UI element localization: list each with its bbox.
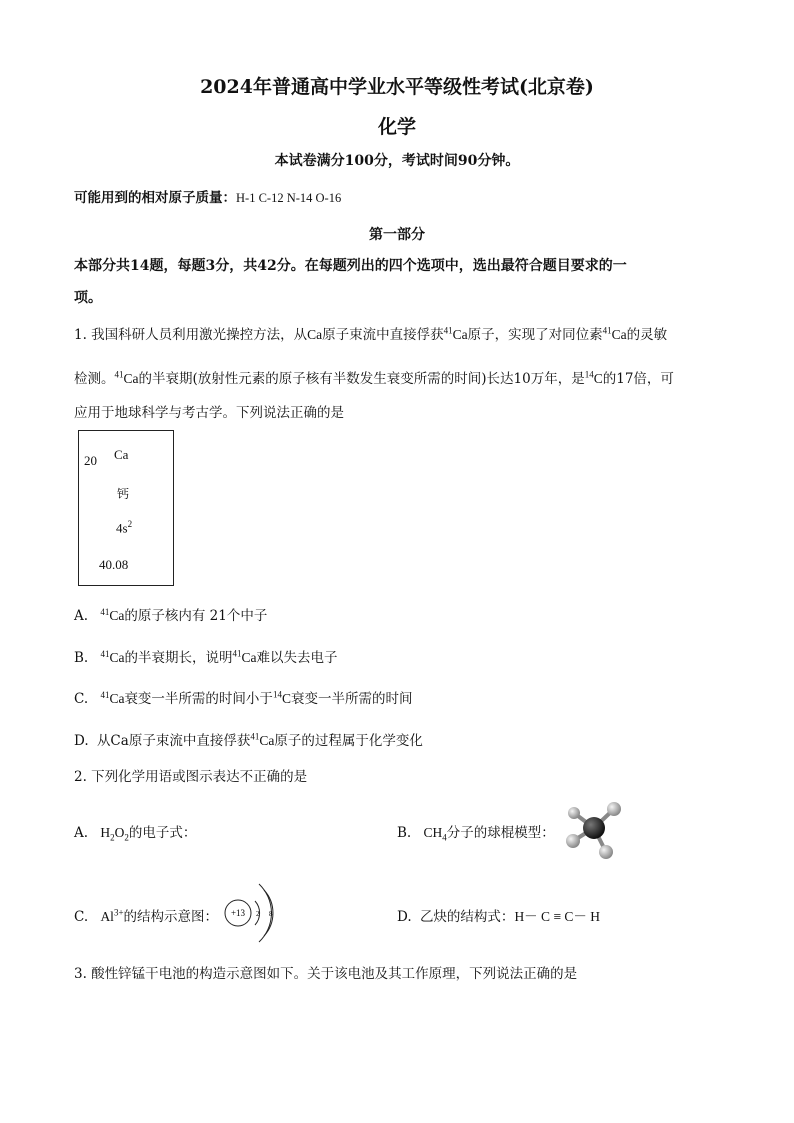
option-text: 乙炔的结构式： [419, 909, 515, 925]
q1-option-a[interactable] [74, 604, 267, 624]
atomic-mass-label: 可能用到的相对原子质量： [74, 190, 236, 206]
mass-number: 41 [114, 369, 124, 380]
part-intro-line1: 本部分共14题，每题3分，共42分。在每题列出的四个选项中，选出最符合题目要求的一 [74, 258, 627, 274]
nucleus-charge: +13 [230, 908, 246, 918]
option-label: A. [74, 608, 89, 624]
mass-number: 14 [272, 689, 282, 700]
q1-option-b[interactable] [74, 646, 338, 666]
hydrogen-atom [568, 807, 580, 819]
q1-text: 的17倍，可 [602, 371, 674, 387]
ca-symbol: Ca [307, 327, 323, 342]
option-text: 衰变一半所需的时间 [290, 691, 413, 707]
hydrogen-atom [599, 845, 613, 859]
ca-symbol: Ca [241, 650, 257, 665]
q1-text: 原子束流中直接俘获 [322, 327, 444, 343]
q1-text: 的灵敏 [626, 327, 668, 343]
mass-number: 41 [443, 325, 453, 336]
q1-text: 原子，实现了对同位素 [467, 327, 603, 343]
atomic-mass-line [74, 186, 341, 206]
option-text: 的电子式： [128, 825, 197, 841]
mass-number: 41 [100, 648, 110, 659]
q3-stem: 3. 酸性锌锰干电池的构造示意图如下。关于该电池及其工作原理，下列说法正确的是 [74, 966, 578, 982]
option-text: 的半衰期长，说明 [124, 650, 233, 666]
formula-al: Al [100, 909, 114, 924]
shell-2-electrons: 8 [269, 910, 273, 918]
option-label: A. [74, 825, 89, 841]
q1-text: 1. 我国科研人员利用激光操控方法，从 [74, 327, 308, 343]
hydrogen-atom [607, 802, 621, 816]
config-sup: 2 [127, 519, 133, 529]
al-ion-structure-diagram [218, 880, 282, 946]
q1-line1 [74, 323, 667, 343]
option-text: 的结构示意图： [123, 909, 219, 925]
subscript: 2 [110, 832, 115, 843]
option-text: 衰变一半所需的时间小于 [124, 691, 273, 707]
option-label: D. [74, 733, 89, 749]
mass-number: 41 [602, 325, 612, 336]
q2-option-c[interactable] [74, 905, 218, 925]
element-symbol: Ca [114, 447, 129, 462]
ion-charge: 3+ [113, 907, 124, 918]
q2-option-b[interactable] [397, 821, 555, 843]
shell-1-electrons: 2 [256, 910, 260, 918]
option-text: 分子的球棍模型： [446, 825, 555, 841]
acetylene-formula: H－ C ≡ C－ H [514, 909, 601, 924]
q2-option-a[interactable] [74, 821, 196, 843]
option-text: 从Ca原子束流中直接俘获 [96, 733, 251, 749]
q1-option-d[interactable] [74, 729, 423, 749]
q2-stem: 2. 下列化学用语或图示表达不正确的是 [74, 769, 308, 785]
atomic-mass: 40.08 [99, 557, 129, 572]
mass-number: 41 [100, 606, 110, 617]
atomic-number: 20 [84, 453, 97, 468]
ca-symbol: Ca [109, 608, 125, 623]
option-label: D. [397, 909, 412, 925]
option-text: 的原子核内有 21个中子 [124, 608, 268, 624]
option-label: C. [74, 691, 89, 707]
part-heading: 第一部分 [369, 227, 425, 243]
formula-h: H [100, 825, 111, 840]
c-symbol: C [593, 371, 603, 386]
atomic-mass-values: H-1 C-12 N-14 O-16 [236, 191, 342, 205]
q1-option-c[interactable] [74, 687, 412, 707]
q1-text: 的半衰期(放射性元素的原子核有半数发生衰变所需的时间)长达10万年，是 [138, 371, 585, 387]
option-label: C. [74, 909, 89, 925]
part-intro-line2: 项。 [74, 290, 102, 306]
mass-number: 41 [250, 731, 260, 742]
ca-symbol: Ca [611, 327, 627, 342]
q2-option-d[interactable] [397, 905, 600, 925]
c-symbol: C [281, 691, 291, 706]
mass-number: 41 [100, 689, 110, 700]
exam-info: 本试卷满分100分，考试时间90分钟。 [274, 153, 520, 169]
q1-line3: 应用于地球科学与考古学。下列说法正确的是 [74, 405, 344, 421]
option-text: 原子的过程属于化学变化 [274, 733, 423, 749]
ca-symbol: Ca [109, 650, 125, 665]
ca-symbol: Ca [123, 371, 139, 386]
mass-number: 41 [232, 648, 242, 659]
methane-ball-stick-model [560, 797, 630, 863]
element-name: 钙 [117, 487, 130, 501]
mass-number: 14 [584, 369, 594, 380]
element-card-ca [78, 430, 174, 586]
option-label: B. [397, 825, 412, 841]
config-base: 4s [116, 520, 128, 536]
option-label: B. [74, 650, 89, 666]
subject-title: 化学 [377, 116, 416, 138]
q1-line2 [74, 367, 674, 387]
exam-title: 2024年普通高中学业水平等级性考试(北京卷) [200, 76, 594, 98]
option-text: 难以失去电子 [256, 650, 338, 666]
hydrogen-atom [566, 834, 580, 848]
ca-symbol: Ca [452, 327, 468, 342]
formula-ch: CH [423, 825, 443, 840]
electron-config [116, 519, 132, 536]
subscript: 2 [124, 832, 129, 843]
q1-text: 检测。 [74, 371, 115, 387]
ca-symbol: Ca [259, 733, 275, 748]
formula-o: O [114, 825, 125, 840]
ca-symbol: Ca [109, 691, 125, 706]
carbon-atom [583, 817, 605, 839]
subscript: 4 [442, 832, 447, 843]
